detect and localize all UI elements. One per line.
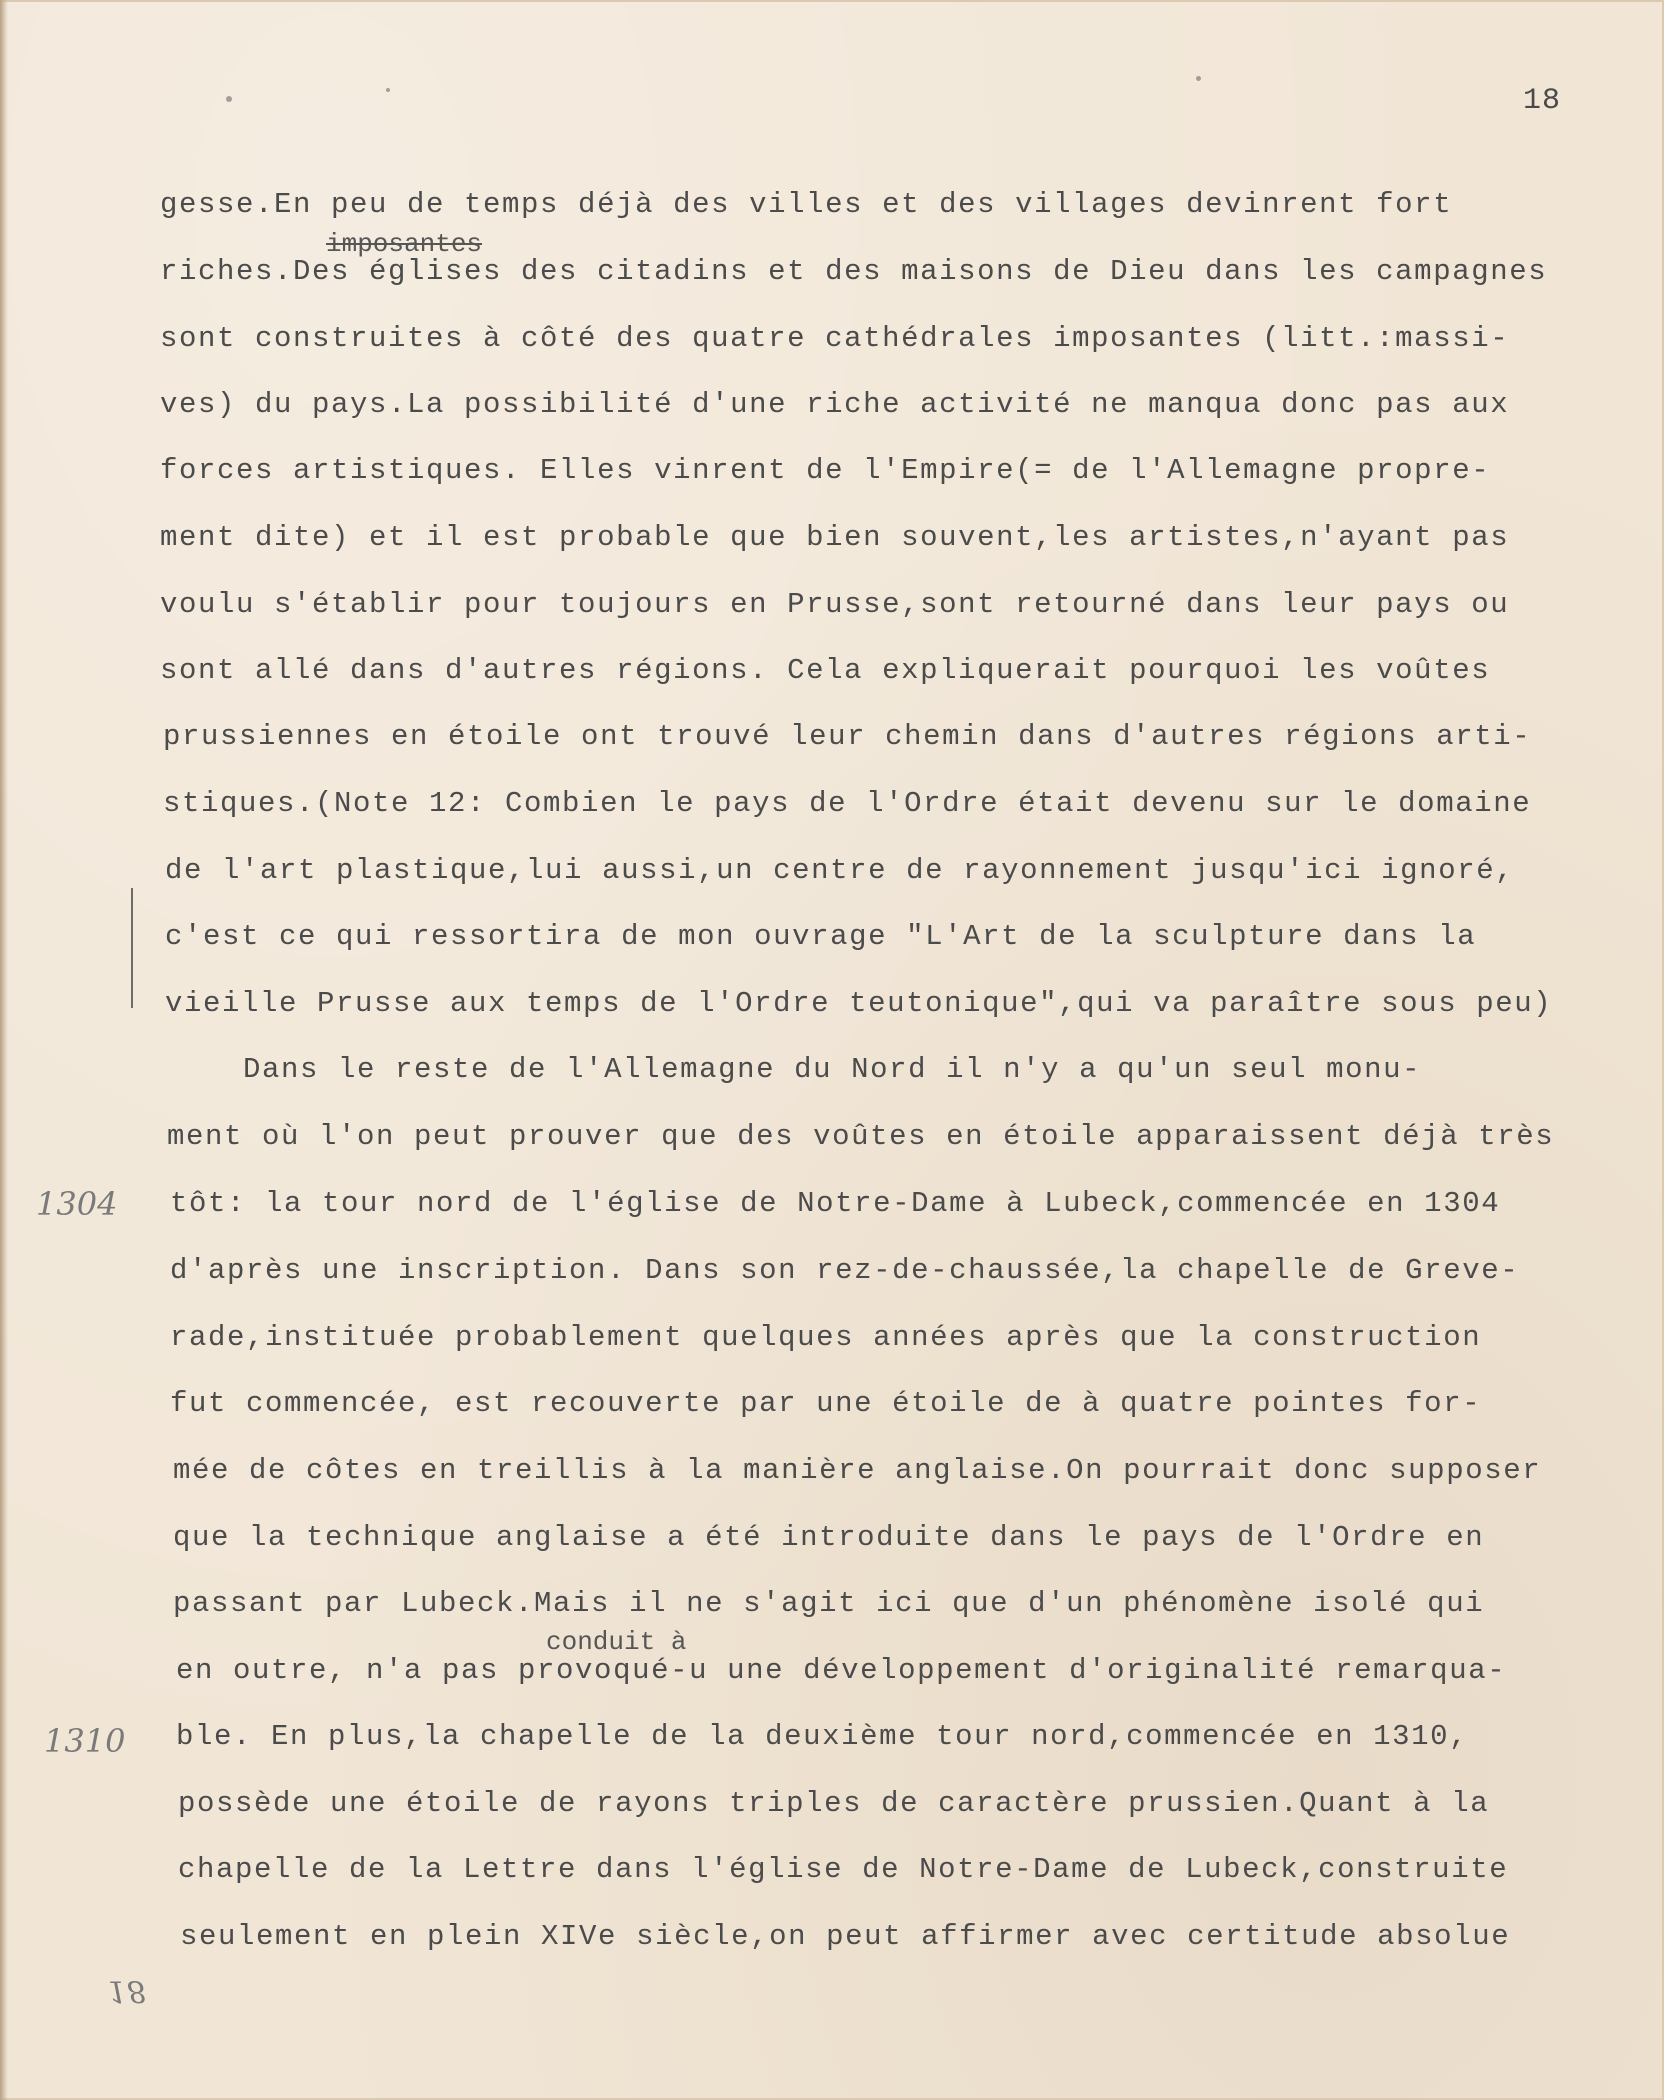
text-line: riches.Des églises des citadins et des maisons de Dieu dans les campagnes <box>160 255 1548 288</box>
text-line: prussiennes en étoile ont trouvé leur chemin dans d'autres régions arti- <box>163 720 1532 753</box>
text-line: que la technique anglaise a été introduite dans le pays de l'Ordre en <box>173 1521 1485 1554</box>
text-line: gesse.En peu de temps déjà des villes et des villages devinrent fort <box>160 188 1453 221</box>
margin-mark-line <box>131 888 133 1008</box>
text-line: chapelle de la Lettre dans l'église de Notre-Dame de Lubeck,construite <box>178 1853 1509 1886</box>
text-line: rade,instituée probablement quelques années après que la construction <box>170 1321 1482 1354</box>
text-line: tôt: la tour nord de l'église de Notre-Dame à Lubeck,commencée en 1304 <box>170 1187 1501 1220</box>
ink-speck <box>1196 76 1201 81</box>
text-line: en outre, n'a pas provoqué-u une développement d'originalité remarqua- <box>176 1654 1507 1687</box>
interlinear-correction-imposantes: imposantes <box>326 229 483 259</box>
text-line: ble. En plus,la chapelle de la deuxième tour nord,commencée en 1310, <box>176 1720 1469 1753</box>
page-number: 18 <box>1523 84 1562 118</box>
text-line: de l'art plastique,lui aussi,un centre de rayonnement jusqu'ici ignoré, <box>165 854 1515 887</box>
ink-speck <box>386 88 390 92</box>
text-line: c'est ce qui ressortira de mon ouvrage "L'Art de la sculpture dans la <box>165 920 1477 953</box>
text-line: sont construites à côté des quatre cathédrales imposantes (litt.:massi- <box>160 322 1510 355</box>
bottom-page-number: 18 <box>108 1973 147 2008</box>
margin-date-1304: 1304 <box>36 1185 118 1223</box>
text-line: possède une étoile de rayons triples de caractère prussien.Quant à la <box>178 1787 1490 1820</box>
text-line: seulement en plein XIVe siècle,on peut affirmer avec certitude absolue <box>180 1920 1511 1953</box>
text-line: passant par Lubeck.Mais il ne s'agit ici que d'un phénomène isolé qui <box>173 1587 1485 1620</box>
text-line: ment où l'on peut prouver que des voûtes en étoile apparaissent déjà très <box>167 1120 1555 1153</box>
text-line: mée de côtes en treillis à la manière anglaise.On pourrait donc supposer <box>173 1454 1542 1487</box>
text-line: voulu s'établir pour toujours en Prusse,sont retourné dans leur pays ou <box>160 588 1510 621</box>
page-edge-shadow <box>0 0 8 2100</box>
text-line: forces artistiques. Elles vinrent de l'Empire(= de l'Allemagne propre- <box>160 454 1491 487</box>
text-line: d'après une inscription. Dans son rez-de-chaussée,la chapelle de Greve- <box>170 1254 1520 1287</box>
text-line: ment dite) et il est probable que bien souvent,les artistes,n'ayant pas <box>160 521 1510 554</box>
interlinear-correction-conduit-a: conduit à <box>546 1627 687 1657</box>
text-line: sont allé dans d'autres régions. Cela expliquerait pourquoi les voûtes <box>160 654 1491 687</box>
ink-speck <box>226 96 232 102</box>
text-line: fut commencée, est recouverte par une étoile de à quatre pointes for- <box>170 1387 1482 1420</box>
text-line: Dans le reste de l'Allemagne du Nord il n'y a qu'un seul monu- <box>167 1053 1422 1086</box>
text-line: stiques.(Note 12: Combien le pays de l'Ordre était devenu sur le domaine <box>163 787 1532 820</box>
text-line: vieille Prusse aux temps de l'Ordre teutonique",qui va paraître sous peu) <box>165 987 1553 1020</box>
text-line: ves) du pays.La possibilité d'une riche activité ne manqua donc pas aux <box>160 388 1510 421</box>
margin-date-1310: 1310 <box>44 1722 126 1760</box>
